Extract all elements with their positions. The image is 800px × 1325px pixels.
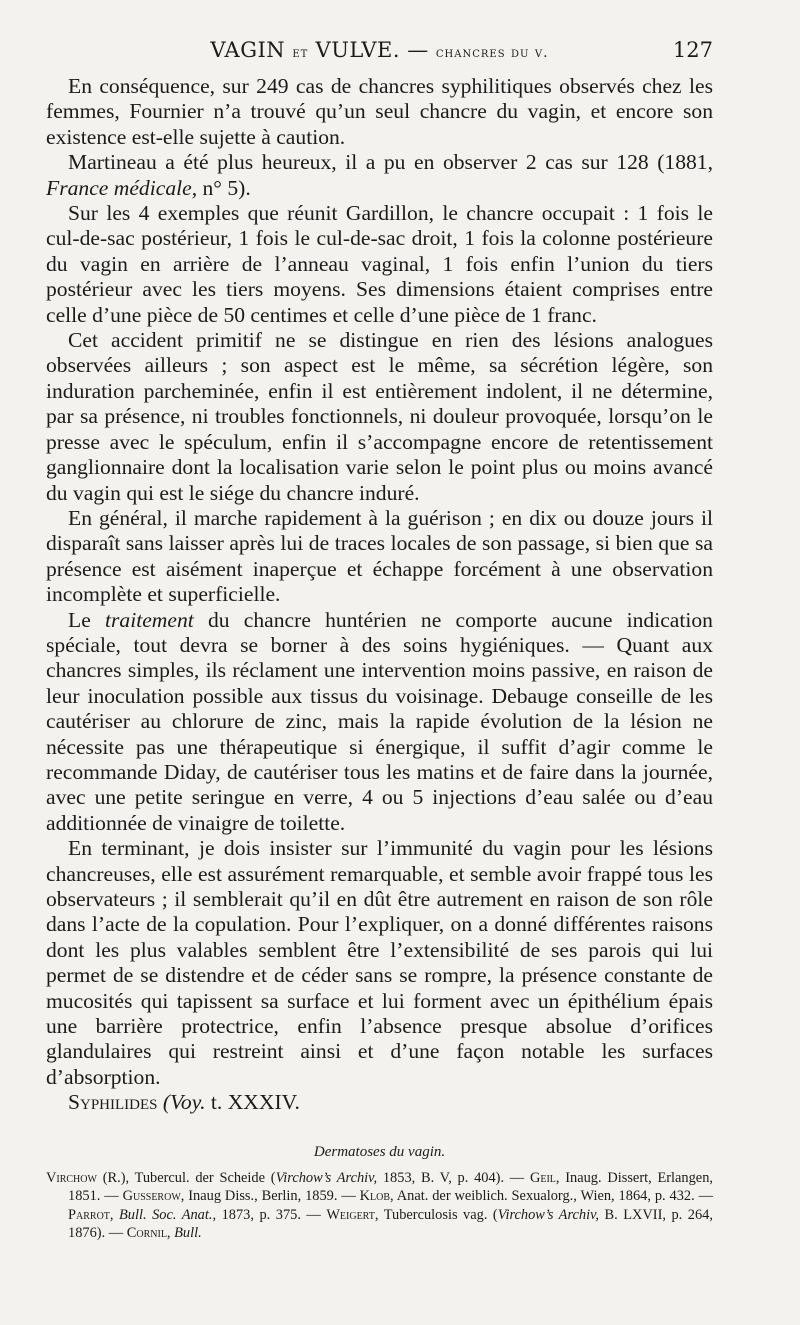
section-title: Dermatoses du vagin. [313, 1143, 446, 1160]
paragraph: En général, il marche rapidement à la guérison ; en dix ou douze jours il disparaît sans laisser après lui de traces locales de son passage, si bien que sa présence est aisément inaperçue et échappe forcément à une observation incomplète et superficielle. [46, 505, 713, 607]
bibliography: Virchow (R.), Tubercul. der Scheide (Virchow’s Archiv, 1853, B. V, p. 404). — Geil, Inaug. Dissert, Erlangen, 1851. — Gusserow, Inaug Diss., Berlin, 1859. — Klob, Anat. der weiblich. Sexualorg., Wien, 1864, p. 432. — Parrot, Bull. Soc. Anat., 1873, p. 375. — Weigert, Tuberculosis vag. (Virchow’s Archiv, B. LXVII, p. 264, 1876). — Cornil, Bull. [46, 1169, 713, 1242]
paragraph: En conséquence, sur 249 cas de chancres syphilitiques observés chez les femmes, Fournier n’a trouvé qu’un seul chancre du vagin, et encore son existence est-elle sujette à caution. [46, 74, 713, 149]
paragraph: Martineau a été plus heureux, il a pu en observer 2 cas sur 128 (1881, France médicale, n° 5). [46, 150, 713, 200]
page-number: 127 [672, 38, 713, 62]
paragraph: Le traitement du chancre huntérien ne comporte aucune indication spéciale, tout devra se borner à des soins hygiéniques. — Quant aux chancres simples, ils réclament une intervention moins passive, en raison de leur inoculation possible aux tissus du voisinage. Debauge conseille de les cautériser au chlorure de zinc, mais la rapide évolution de la lésion ne nécessite pas une thérapeutique si énergique, il suffit d’agir comme le recommande Diday, de cautériser tous les matins et de faire dans la journée, avec une petite seringue en verre, 4 ou 5 injections d’eau salée ou d’eau additionnée de vinaigre de toilette. [46, 607, 713, 835]
running-header [46, 38, 713, 72]
paragraph: En terminant, je dois insister sur l’immunité du vagin pour les lésions chancreuses, elle est assurément remarquable, et semble avoir frappé tous les observateurs ; il semblerait qu’il en dût être autrement en raison de son rôle dans l’acte de la copulation. Pour l’expliquer, on a donné différentes raisons dont les plus valables semblent être l’extensibilité de ses parois qui lui permet de se distendre et de céder sans se rompre, la présence constante de mucosités qui tapissent sa surface et lui forment avec un épithélium épais une barrière protectrice, enfin l’absence presque absolue d’orifices glandulaires qui restreint ainsi et d’une façon notable les surfaces d’absorption. [46, 836, 713, 1089]
page [46, 38, 713, 1243]
paragraph: Cet accident primitif ne se distingue en rien des lésions analogues observées ailleurs ; son aspect est le même, sa sécrétion légère, son induration parcheminée, enfin il est entièrement indolent, il ne détermine, par sa présence, ni troubles fonctionnels, ni douleur provoquée, lorsqu’on le presse avec le spéculum, enfin il s’accompagne encore de retentissement ganglionnaire dont la localisation varie selon le point plus ou moins avancé du vagin qui est le siége du chancre induré. [46, 328, 713, 505]
running-title: VAGIN et VULVE. — chancres du v. [210, 38, 549, 62]
paragraph: Sur les 4 exemples que réunit Gardillon, le chancre occupait : 1 fois le cul-de-sac postérieur, 1 fois le cul-de-sac droit, 1 fois la colonne postérieure du vagin en arrière de l’anneau vaginal, 1 fois enfin l’union du tiers postérieur avec les tiers moyens. Ses dimensions étaient comprises entre celle d’une pièce de 50 centimes et celle d’une pièce de 1 franc. [46, 201, 713, 327]
body-text [46, 74, 713, 1116]
paragraph: Syphilides (Voy. t. XXXIV. [68, 1090, 300, 1115]
